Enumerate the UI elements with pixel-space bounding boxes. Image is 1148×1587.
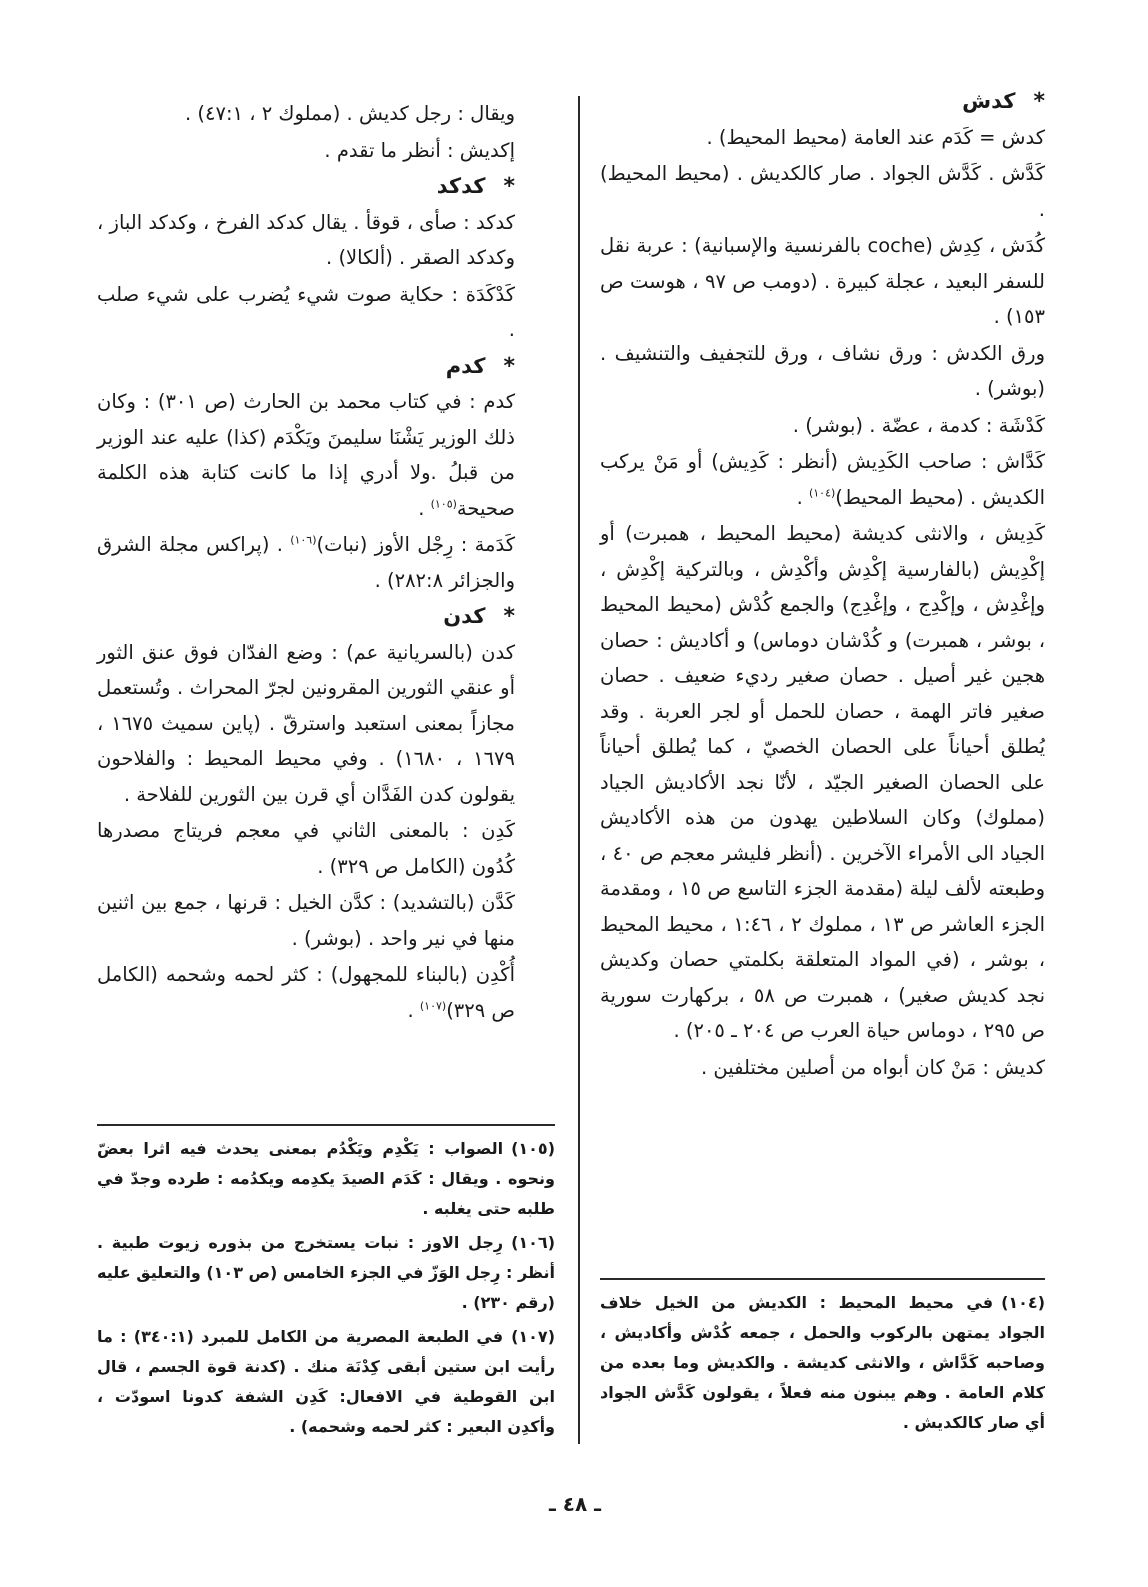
entry-tail: . — [418, 496, 431, 520]
footnote-ref: (١٠٧) — [419, 999, 447, 1012]
entry-text: كَدْكَدَة : حكاية صوت شيء يُضرب على شيء صلب . — [97, 282, 515, 341]
entry-paragraph — [600, 1050, 1045, 1086]
entry-paragraph — [97, 885, 515, 956]
entry-text: كَدَّش . كَدَّش الجواد . صار كالكديش . (محيط المحيط) . — [600, 162, 1045, 221]
headword-text: كدم — [445, 353, 486, 378]
entry-tail: . (پراكس مجلة الشرق والجزائر ٢٨٢:٨) . — [97, 533, 515, 592]
right-column — [600, 84, 1045, 1086]
footnote-text: في الطبعة المصرية من الكامل للمبرد (٣٤٠:١) : ما رأيت ابن ستين أبقى كِدْنَة منك . (كدنة قوة الجسم ، قال ابن القوطية في الافعال: كَدِن الشفة كدونا اسودّت ، وأكدِن البعير : كثر لحمه وشحمه) . — [97, 1327, 555, 1436]
entry-paragraph — [600, 516, 1045, 1049]
footnote-number: (١٠٧) — [511, 1327, 555, 1346]
entry-text: أُكْدِن (بالبناء للمجهول) : كثر لحمه وشحمه (الكامل ص ٣٢٩) — [97, 963, 515, 1022]
entry-text: كدم : في كتاب محمد بن الحارث (ص ٣٠١) : وكان ذلك الوزير يَشْنَا سليمنَ ويَكْدَم (كذا) عليه عند الوزير من قبلُ .ولا أدري إذا ما كانت كتابة هذه الكلمة صحيحة — [97, 390, 515, 520]
entry-tail: . — [796, 485, 809, 509]
entry-text: كدكد : صأى ، قوقأ . يقال كدكد الفرخ ، وكدكد الباز ، وكدكد الصقر . (ألكالا) . — [97, 210, 515, 269]
headword — [600, 84, 1045, 120]
entry-paragraph — [97, 205, 515, 276]
entry-text: كَدَّاش : صاحب الكَدِيش (أنظر : كَدِيش) أو مَنْ يركب الكديش . (محيط المحيط) — [600, 450, 1045, 509]
footnote-ref: (١٠٤) — [808, 486, 836, 499]
footnote-ref: (١٠٦) — [290, 533, 317, 547]
entry-paragraph — [600, 444, 1045, 515]
entry-paragraph — [97, 527, 515, 598]
entry-text: كَدِيش ، والانثى كديشة (محيط المحيط ، همبرت) أو إكْدِيش (بالفارسية إكْدِش وأكْدِش ، وبالتركية إكْدِش ، وإغْدِش ، وإكْدِج ، وإغْدِج) والجمع كُدْش (محيط المحيط ، بوشر ، همبرت) و كُدْشان دوماس) و أكاديش : حصان هجين غير أصيل . حصان صغير رديء ضعيف . حصان صغير فاتر الهمة ، حصان للحمل أو لجر العربة . وقد يُطلق أحياناً على الحصان الخصيّ ، كما يُطلق أحياناً على الحصان الصغير الجيّد ، لأنّا نجد الأكاديش الجياد (مملوك) وكان السلاطين يهدون من هذه الأكاديش الجياد الى الأمراء الآخرين . (أنظر فليشر معجم ص ٤٠ ، وطبعته لألف ليلة (مقدمة الجزء التاسع ص ١٥ ، ومقدمة الجزء العاشر ص ١٣ ، مملوك ٢ ، ١:٤٦ ، محيط المحيط ، بوشر ، (في المواد المتعلقة بكلمتي حصان وكديش نجد كديش صغير) ، همبرت ص ٥٨ ، بركهارت سورية ص ٢٩٥ ، دوماس حياة العرب ص ٢٠٤ ـ ٢٠٥) . — [600, 522, 1045, 1042]
footnote — [97, 1322, 555, 1442]
entry-paragraph — [600, 120, 1045, 156]
headword-star: * — [503, 174, 515, 199]
headword — [97, 169, 515, 205]
entry-paragraph — [97, 133, 515, 169]
footnotes-left — [97, 1134, 555, 1446]
entry-paragraph — [600, 408, 1045, 444]
entry-paragraph — [600, 336, 1045, 407]
entry-text: كديش : مَنْ كان أبواه من أصلين مختلفين . — [701, 1055, 1045, 1079]
entry-tail: . — [407, 998, 420, 1022]
entry-text: كدش = كَدَم عند العامة (محيط المحيط) . — [706, 125, 1045, 149]
entry-text: كَدْشَة : كدمة ، عضّة . (بوشر) . — [792, 413, 1045, 437]
left-column — [97, 96, 515, 1029]
headword — [97, 349, 515, 385]
footnote-number: (١٠٥) — [511, 1139, 555, 1158]
column-divider — [578, 96, 580, 1444]
footnote-text: الصواب : يَكْدِم ويَكْدُم بمعنى يحدث فيه اثرا بعضّ ونحوه . ويقال : كَدَم الصيدَ يكدِمه ويكدُمه : طرده وجدّ في طلبه حتى يغلبه . — [97, 1139, 555, 1218]
footnote-text: في محيط المحيط : الكديش من الخيل خلاف الجواد يمتهن بالركوب والحمل ، جمعه كُدْش وأكاديش ، وصاحبه كَدَّاش ، والانثى كديشة . والكديش وما بعده من كلام العامة . وهم يبنون منه فعلاً ، يقولون كَدَّش الجواد أي صار كالكديش . — [600, 1293, 1045, 1432]
headword-star: * — [503, 353, 515, 379]
entry-paragraph — [97, 96, 515, 132]
footnote — [600, 1288, 1045, 1438]
footnote-ref: (١٠٥) — [430, 497, 457, 510]
entry-text: كَدَّن (بالتشديد) : كدَّن الخيل : قرنها ، جمع بين اثنين منها في نير واحد . (بوشر) . — [97, 891, 515, 950]
entry-text: كَدَمة : رِجْل الأوز (نبات) — [316, 533, 515, 556]
entry-text: كُدَش ، كِدِش (coche بالفرنسية والإسبانية) : عربة نقل للسفر البعيد ، عجلة كبيرة . (دومب ص ٩٧ ، هوست ص ١٥٣) . — [600, 234, 1045, 328]
entry-paragraph — [97, 957, 515, 1028]
entry-text: إكديش : أنظر ما تقدم . — [324, 138, 515, 162]
headword-text: كدش — [962, 89, 1016, 113]
entry-paragraph — [97, 384, 515, 526]
footnote-number: (١٠٤) — [1001, 1293, 1045, 1312]
entry-text: كدن (بالسريانية عم) : وضع الفدّان فوق عنق الثور أو عنقي الثورين المقرونين لجرّ المحراث . وتُستعمل مجازاً بمعنى استعبد واسترقّ . (پاين سميث ١٦٧٥ ، ١٦٧٩ ، ١٦٨٠) . وفي محيط المحيط : والفلاحون يقولون كدن الفَدَّان أي قرن بين الثورين للفلاحة . — [97, 640, 515, 806]
entry-paragraph — [600, 156, 1045, 227]
headword — [97, 599, 515, 635]
footnote-text: رِجل الاوز : نبات يستخرج من بذوره زيوت طبية . أنظر : رِجل الوَزّ في الجزء الخامس (ص ١٠٣) والتعليق عليه (رقم ٢٣٠) . — [97, 1233, 555, 1312]
headword-star: * — [1033, 89, 1045, 114]
entry-text: كَدِن : بالمعنى الثاني في معجم فريتاج مصدرها كُدُون (الكامل ص ٣٢٩) . — [97, 819, 515, 878]
page-number: ـ ٤٨ ـ — [548, 1492, 602, 1516]
footnote-separator-left — [97, 1124, 555, 1126]
headword-text: كدكد — [436, 174, 486, 198]
footnote — [97, 1134, 555, 1224]
footnotes-right — [600, 1288, 1045, 1442]
entry-paragraph — [97, 277, 515, 348]
entry-text: ورق الكدش : ورق نشاف ، ورق للتجفيف والتنشيف . (بوشر) . — [600, 341, 1045, 400]
footnote — [97, 1228, 555, 1318]
entry-text: ويقال : رجل كديش . (مملوك ٢ ، ٤٧:١) . — [185, 102, 515, 125]
footnote-number: (١٠٦) — [511, 1233, 555, 1252]
headword-text: كدن — [443, 604, 486, 628]
footnote-separator-right — [600, 1278, 1045, 1280]
entry-paragraph — [97, 635, 515, 813]
entry-paragraph — [97, 813, 515, 884]
headword-star: * — [503, 604, 515, 629]
entry-paragraph — [600, 228, 1045, 335]
